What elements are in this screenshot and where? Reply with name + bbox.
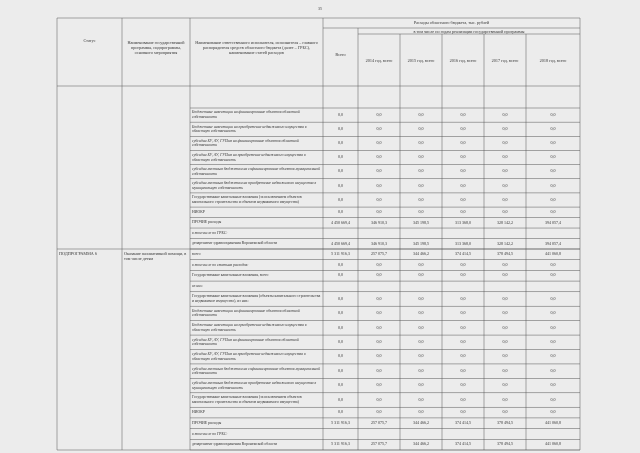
row-label: субсидии БУ, АУ, ГУПам на приобретение недвижимого имущества в областную собственность <box>192 352 306 361</box>
row-value: 0,0 <box>502 262 508 267</box>
row-value: 0,0 <box>550 197 556 202</box>
row-value: 0,0 <box>502 325 508 330</box>
row-value: 374 414,5 <box>455 442 471 447</box>
row-value: 5 311 916,3 <box>331 442 350 447</box>
row-value: 0,0 <box>550 354 556 359</box>
row-value: 0,0 <box>460 296 466 301</box>
row-value: 0,0 <box>376 354 382 359</box>
row-label: субсидии местным бюджетам на софинансирование объектов муниципальной собственности <box>192 167 321 176</box>
row-value: 0,0 <box>460 141 466 146</box>
row-value: 0,0 <box>550 368 556 373</box>
row-value: 313 368,0 <box>455 220 471 225</box>
row-value: 0,0 <box>418 311 424 316</box>
row-label: Бюджетные инвестиции на приобретение недвижимого имущества в областную собственность <box>192 124 307 134</box>
header-year-0: 2014 год, всего <box>365 58 393 63</box>
row-value: 0,0 <box>418 273 424 278</box>
row-value: 344 466,2 <box>413 252 429 257</box>
row-value: 0,0 <box>418 383 424 388</box>
row-value: 0,0 <box>460 273 466 278</box>
row-value: 0,0 <box>550 340 556 345</box>
row-value: 0,0 <box>418 410 424 415</box>
row-value: 0,0 <box>460 112 466 117</box>
row-value: 0,0 <box>550 155 556 160</box>
row-value: 0,0 <box>338 126 343 131</box>
row-value: 0,0 <box>502 141 508 146</box>
row-label: субсидии БУ, АУ, ГУПам на финансирование объектов областной собственности <box>192 337 299 347</box>
row-value: 0,0 <box>418 183 424 188</box>
row-value: 394 057,4 <box>545 241 561 246</box>
row-value: 378 494,5 <box>497 442 513 447</box>
row-value: 0,0 <box>338 141 343 146</box>
row-value: 0,0 <box>550 183 556 188</box>
subprogram-status: ПОДПРОГРАММА 6 <box>59 250 97 256</box>
row-value: 441 060,8 <box>545 421 561 426</box>
row-value: 0,0 <box>376 397 382 402</box>
row-value: 344 466,2 <box>413 442 429 447</box>
row-value: 0,0 <box>376 210 382 215</box>
row-value: 0,0 <box>502 155 508 160</box>
row-value: 344 466,2 <box>413 421 429 426</box>
row-value: 0,0 <box>418 368 424 373</box>
row-value: 0,0 <box>460 311 466 316</box>
row-value: 0,0 <box>338 296 343 301</box>
row-value: 0,0 <box>460 397 466 402</box>
row-label: из них: <box>192 284 204 289</box>
row-label: в том числе по статьям расходов: <box>192 262 249 267</box>
row-value: 0,0 <box>338 183 343 188</box>
row-label: субсидии местным бюджетам на софинансирование объектов муниципальной собственности <box>192 366 321 376</box>
row-value: 0,0 <box>376 325 382 330</box>
row-value: 0,0 <box>418 397 424 402</box>
row-label: в том числе по ГРБС: <box>192 230 228 235</box>
row-value: 0,0 <box>418 262 424 267</box>
row-value: 0,0 <box>418 112 424 117</box>
row-value: 0,0 <box>338 397 343 402</box>
row-value: 328 142,2 <box>497 220 513 225</box>
row-value: 374 414,5 <box>455 421 471 426</box>
row-value: 0,0 <box>418 325 424 330</box>
row-label: в том числе по ГРБС: <box>192 431 228 436</box>
row-label: НИОКР <box>192 210 205 214</box>
row-value: 0,0 <box>338 262 343 267</box>
row-value: 0,0 <box>460 325 466 330</box>
row-label: Государственные капитальные вложения, всего <box>192 273 269 278</box>
row-value: 0,0 <box>338 169 343 174</box>
row-value: 0,0 <box>418 210 424 215</box>
row-value: 0,0 <box>376 273 382 278</box>
header-year-2: 2016 год, всего <box>449 58 477 63</box>
row-value: 0,0 <box>418 340 424 345</box>
header-year-3: 2017 год, всего <box>491 58 519 63</box>
row-value: 0,0 <box>502 169 508 174</box>
row-value: 0,0 <box>550 296 556 301</box>
row-value: 0,0 <box>460 197 466 202</box>
row-label: ПРОЧИЕ расходы <box>192 420 222 425</box>
header-program: Наименование государственной программы, подпрограммы, основного мероприятия <box>127 40 185 55</box>
row-label: НИОКР <box>192 410 205 415</box>
header-incl-years: в том числе по годам реализации государственной программы <box>413 28 525 34</box>
row-label: Государственные капитальные вложения (за исключением объектов капитального строительства и объектов недвижимого имущества) <box>192 395 302 404</box>
row-value: 0,0 <box>338 410 343 415</box>
row-value: 328 142,2 <box>497 241 513 246</box>
row-value: 0,0 <box>460 383 466 388</box>
row-value: 0,0 <box>460 262 466 267</box>
row-label: субсидии местным бюджетам на приобретение недвижимого имущества в муниципальную собственность <box>192 380 317 390</box>
row-value: 0,0 <box>338 368 343 373</box>
row-value: 0,0 <box>418 169 424 174</box>
row-value: 0,0 <box>418 354 424 359</box>
row-value: 345 198,5 <box>413 220 429 225</box>
row-value: 0,0 <box>376 112 382 117</box>
row-value: 0,0 <box>376 155 382 160</box>
row-value: 394 057,4 <box>545 220 561 225</box>
row-value: 0,0 <box>338 311 343 316</box>
row-value: 0,0 <box>550 273 556 278</box>
row-value: 0,0 <box>338 112 343 117</box>
row-value: 0,0 <box>376 383 382 388</box>
row-value: 0,0 <box>418 126 424 131</box>
row-label: Государственные капитальные вложения (за исключением объектов капитального строительства и объектов недвижимого имущества) <box>192 195 302 204</box>
row-label: Бюджетные инвестиции на приобретение недвижимого имущества в областную собственность <box>192 323 307 332</box>
row-value: 0,0 <box>338 325 343 330</box>
row-value: 257 075,7 <box>371 252 387 257</box>
row-value: 0,0 <box>376 368 382 373</box>
row-value: 0,0 <box>460 410 466 415</box>
row-value: 0,0 <box>502 383 508 388</box>
row-value: 0,0 <box>338 210 343 215</box>
row-value: 0,0 <box>550 410 556 415</box>
row-value: 0,0 <box>376 296 382 301</box>
row-value: 5 311 916,3 <box>331 252 350 257</box>
row-value: 378 494,5 <box>497 252 513 257</box>
row-value: 0,0 <box>502 183 508 188</box>
page-number: 35 <box>318 6 322 11</box>
row-value: 4 450 669,4 <box>331 241 350 246</box>
row-value: 0,0 <box>550 383 556 388</box>
row-value: 0,0 <box>550 397 556 402</box>
row-label: субсидии БУ, АУ, ГУПам на финансирование объектов областной собственности <box>192 138 299 148</box>
row-value: 0,0 <box>338 340 343 345</box>
row-value: 0,0 <box>338 155 343 160</box>
row-value: 257 075,7 <box>371 442 387 447</box>
row-value: 257 075,7 <box>371 421 387 426</box>
row-value: 0,0 <box>502 210 508 215</box>
row-value: 0,0 <box>376 311 382 316</box>
row-value: 346 910,3 <box>371 220 387 225</box>
row-value: 0,0 <box>502 354 508 359</box>
row-value: 0,0 <box>376 183 382 188</box>
row-value: 0,0 <box>376 197 382 202</box>
row-value: 0,0 <box>550 210 556 215</box>
row-value: 0,0 <box>550 126 556 131</box>
row-value: 0,0 <box>550 262 556 267</box>
row-value: 0,0 <box>460 354 466 359</box>
row-value: 0,0 <box>502 397 508 402</box>
row-value: 0,0 <box>376 169 382 174</box>
row-value: 0,0 <box>502 296 508 301</box>
row-value: 0,0 <box>550 169 556 174</box>
row-value: 346 910,3 <box>371 241 387 246</box>
row-value: 0,0 <box>502 197 508 202</box>
row-value: 0,0 <box>338 383 343 388</box>
row-value: 0,0 <box>502 112 508 117</box>
row-value: 0,0 <box>502 311 508 316</box>
header-status: Статус <box>83 38 96 43</box>
header-year-4: 2018 год, всего <box>539 58 567 63</box>
row-value: 0,0 <box>418 296 424 301</box>
row-value: 0,0 <box>338 273 343 278</box>
row-value: 374 414,5 <box>455 252 471 257</box>
row-value: 0,0 <box>376 410 382 415</box>
row-value: 345 198,5 <box>413 241 429 246</box>
row-value: 0,0 <box>376 126 382 131</box>
row-value: 0,0 <box>376 141 382 146</box>
row-value: 0,0 <box>502 126 508 131</box>
row-value: 0,0 <box>502 273 508 278</box>
row-value: 0,0 <box>376 262 382 267</box>
row-label: субсидии БУ, АУ, ГУПам на приобретение недвижимого имущества в областную собственность <box>192 152 306 162</box>
row-value: 0,0 <box>550 325 556 330</box>
row-value: 0,0 <box>376 340 382 345</box>
row-value: 0,0 <box>460 155 466 160</box>
row-label: Бюджетные инвестиции на финансирование объектов областной собственности <box>192 308 300 318</box>
row-value: 313 368,0 <box>455 241 471 246</box>
row-value: 0,0 <box>338 354 343 359</box>
row-value: 0,0 <box>338 197 343 202</box>
row-value: 0,0 <box>460 210 466 215</box>
row-value: 378 494,5 <box>497 421 513 426</box>
header-total: Всего <box>335 52 346 57</box>
row-value: 441 060,8 <box>545 252 561 257</box>
row-value: 0,0 <box>502 340 508 345</box>
row-label: всего <box>192 252 201 257</box>
row-value: 0,0 <box>550 311 556 316</box>
row-value: 0,0 <box>460 368 466 373</box>
row-value: 4 450 669,4 <box>331 220 350 225</box>
row-value: 0,0 <box>460 169 466 174</box>
header-year-1: 2015 год, всего <box>407 58 435 63</box>
row-value: 0,0 <box>502 410 508 415</box>
subprogram-name: Оказание паллиативной помощи, в том числе детям <box>124 250 187 261</box>
header-responsible: Наименование ответственного исполнителя, исполнителя – главного распорядителя средств областного бюджета (далее – ГРБС), наименование статей расходов <box>195 40 318 55</box>
header-expenses: Расходы областного бюджета, тыс. рублей <box>413 20 490 25</box>
row-value: 0,0 <box>502 368 508 373</box>
row-value: 441 060,8 <box>545 442 561 447</box>
row-label: ПРОЧИЕ расходы <box>192 220 222 225</box>
row-value: 0,0 <box>460 183 466 188</box>
row-value: 0,0 <box>550 141 556 146</box>
row-label: Государственные капитальные вложения (объекты капитального строительства и недвижимое имущество), из них: <box>192 294 321 303</box>
row-value: 0,0 <box>550 112 556 117</box>
row-value: 0,0 <box>418 141 424 146</box>
row-value: 0,0 <box>418 197 424 202</box>
row-label: департамент здравоохранения Воронежской области <box>192 442 278 447</box>
row-value: 5 311 916,3 <box>331 421 350 426</box>
row-label: Бюджетные инвестиции на финансирование объектов областной собственности <box>192 110 300 120</box>
row-value: 0,0 <box>418 155 424 160</box>
row-value: 0,0 <box>460 126 466 131</box>
row-label: департамент здравоохранения Воронежской области <box>192 241 278 246</box>
row-value: 0,0 <box>460 340 466 345</box>
row-label: субсидии местным бюджетам на приобретение недвижимого имущества в муниципальную собственность <box>192 181 317 190</box>
